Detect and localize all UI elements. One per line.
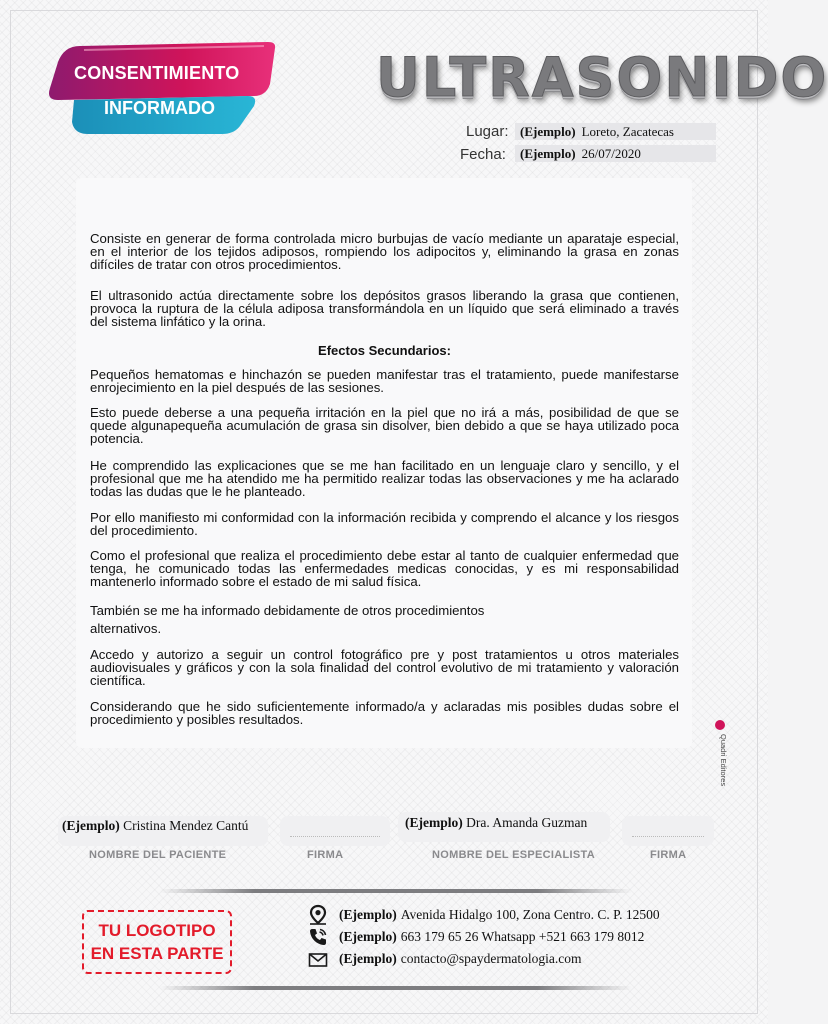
- paragraph-alternatives-1: También se me ha informado debidamente de otros procedimientos: [90, 603, 485, 618]
- fecha-field[interactable]: [515, 145, 716, 162]
- lugar-example-tag: (Ejemplo): [520, 124, 576, 139]
- phone-example-tag: (Ejemplo): [339, 929, 397, 944]
- specialist-name-label: NOMBRE DEL ESPECIALISTA: [432, 849, 595, 861]
- paragraph-health-disclosure: Como el profesional que realiza el procedimiento debe estar al tanto de cualquier enfermedad que tenga, he comunicado todas las enfermedades medicas conocidas, y es mi responsabilidad mantenerlo informado sobre el estado de mi salud física.: [90, 548, 679, 589]
- paragraph-mechanism: El ultrasonido actúa directamente sobre los depósitos grasos liberando la grasa que contienen, provoca la ruptura de la célula adiposa transformándola en un líquido que será eliminado a través del sistema linfático y la orina.: [90, 288, 679, 329]
- logo-line-2: EN ESTA PARTE: [90, 944, 224, 963]
- paragraph-understanding: He comprendido las explicaciones que se me han facilitado en un lenguaje claro y sencillo, y el profesional que me ha atendido me ha permitido realizar todas las observaciones y me ha aclarado todas las dudas que le he planteado.: [90, 458, 679, 499]
- specialist-signature-box[interactable]: [622, 816, 714, 846]
- phone-icon: [308, 927, 328, 947]
- patient-name: [62, 818, 248, 834]
- fecha-value: 26/07/2020: [581, 146, 641, 161]
- paragraph-photo-consent: Accedo y autorizo a seguir un control fotográfico pre y post tratamientos u otros materiales audiovisuales y gráficos y con la sola finalidad del control evolutivo de mi tratamiento y valoración científica.: [90, 647, 679, 688]
- paragraph-final: Considerando que he sido suficientemente informado/a y aclaradas mis posibles dudas sobre el procedimiento y posibles resultados.: [90, 699, 679, 727]
- fecha-label: Fecha:: [460, 146, 506, 163]
- publisher-logo-icon: [715, 720, 725, 730]
- publisher-credit-text: Quadri Editores: [719, 734, 728, 787]
- email-text: [339, 951, 582, 967]
- specialist-name: [405, 815, 587, 831]
- consent-badge: [44, 40, 276, 136]
- patient-name-label: NOMBRE DEL PACIENTE: [89, 849, 227, 861]
- location-pin-icon: [308, 905, 328, 925]
- specialist-signature-line: [632, 836, 704, 837]
- email-value: contacto@spaydermatologia.com: [400, 951, 582, 966]
- envelope-icon: [308, 949, 328, 969]
- badge-shape: [44, 40, 276, 136]
- address-text: [339, 907, 660, 923]
- paragraph-alternatives-2: alternativos.: [90, 621, 162, 636]
- specialist-name-value: Dra. Amanda Guzman: [466, 815, 588, 830]
- paragraph-conformity: Por ello manifiesto mi conformidad con la información recibida y comprendo el alcance y los riesgos del procedimiento.: [90, 510, 679, 538]
- logo-line-1: TU LOGOTIPO: [98, 921, 216, 940]
- address-example-tag: (Ejemplo): [339, 907, 397, 922]
- patient-signature-label: FIRMA: [307, 849, 344, 861]
- badge-line-1: CONSENTIMIENTO: [74, 63, 240, 83]
- paragraph-description: Consiste en generar de forma controlada micro burbujas de vacío mediante un aparataje especial, en el interior de los tejidos adiposos, rompiendo los adipocitos y, eliminando la grasa en zonas difíciles de tratar con otros procedimientos.: [90, 231, 679, 272]
- phone-value: 663 179 65 26 Whatsapp +521 663 179 8012: [400, 929, 645, 944]
- lugar-label: Lugar:: [466, 123, 509, 140]
- lugar-value: Loreto, Zacatecas: [581, 124, 674, 139]
- badge-line-2: INFORMADO: [104, 98, 215, 118]
- top-footer-divider: [160, 889, 632, 893]
- effects-heading: Efectos Secundarios:: [318, 343, 451, 358]
- lugar-field[interactable]: [515, 123, 716, 140]
- phone-text: [339, 929, 644, 945]
- publisher-credit: [712, 720, 728, 800]
- patient-signature-box[interactable]: [280, 816, 390, 846]
- page-title: ULTRASONIDO: [376, 46, 828, 109]
- fecha-example-tag: (Ejemplo): [520, 146, 576, 161]
- logo-placeholder[interactable]: [82, 910, 232, 974]
- email-example-tag: (Ejemplo): [339, 951, 397, 966]
- patient-example-tag: (Ejemplo): [62, 818, 120, 833]
- paragraph-irritation: Esto puede deberse a una pequeña irritación en la piel que no irá a más, posibilidad de que se quede algunapequeña acumulación de grasa sin disolver, bien debido a que se haya utilizado poca potencia.: [90, 405, 679, 446]
- specialist-signature-label: FIRMA: [650, 849, 687, 861]
- patient-name-value: Cristina Mendez Cantú: [123, 818, 249, 833]
- patient-signature-line: [290, 836, 380, 837]
- address-value: Avenida Hidalgo 100, Zona Centro. C. P. 12500: [400, 907, 660, 922]
- bottom-footer-divider: [160, 986, 632, 990]
- specialist-example-tag: (Ejemplo): [405, 815, 463, 830]
- paragraph-effects: Pequeños hematomas e hinchazón se pueden manifestar tras el tratamiento, puede manifestarse enrojecimiento en la piel después de las sesiones.: [90, 367, 679, 395]
